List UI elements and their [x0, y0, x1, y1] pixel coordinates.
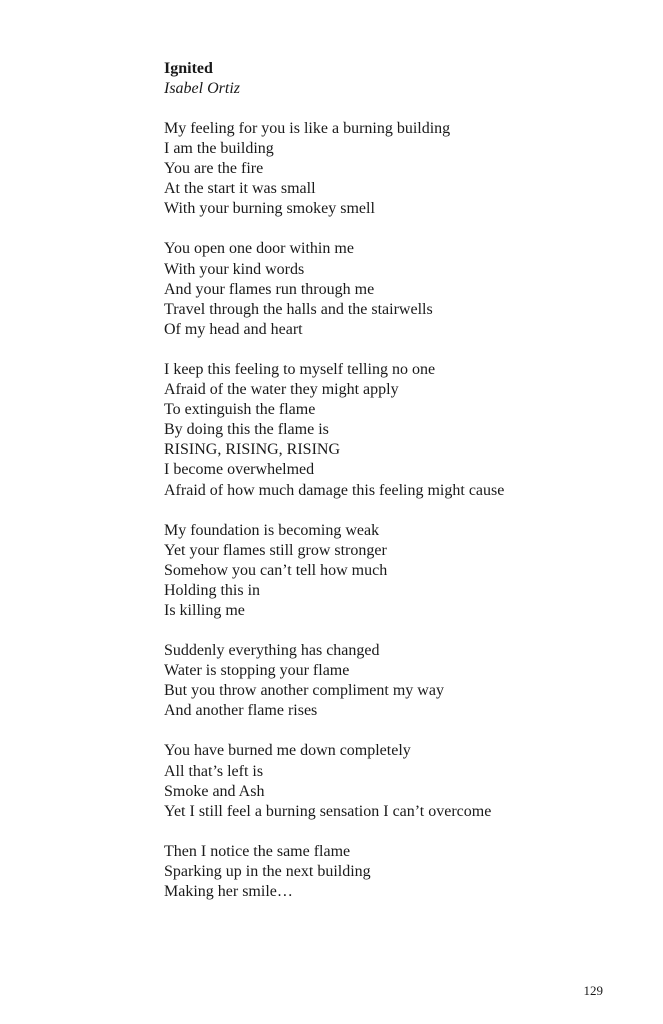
poem-line: All that’s left is [164, 762, 264, 780]
poem-line: My foundation is becoming weak [164, 521, 380, 539]
poem-title: Ignited [164, 60, 213, 77]
poem-line: I am the building [164, 140, 274, 158]
poem-line: Yet I still feel a burning sensation I can’t overcome [164, 802, 492, 820]
poem-line: Smoke and Ash [164, 782, 265, 800]
poem-line: You have burned me down completely [164, 742, 411, 760]
poem-line: Holding this in [164, 581, 261, 599]
poem-body [164, 119, 604, 902]
poem-line: With your kind words [164, 260, 305, 278]
poem-line: My feeling for you is like a burning building [164, 120, 451, 137]
poem-line: Water is stopping your flame [164, 662, 350, 680]
stanza [164, 119, 604, 219]
poem-line: Afraid of the water they might apply [164, 381, 399, 399]
stanza [164, 239, 604, 339]
poem-line: Afraid of how much damage this feeling might cause [164, 481, 505, 499]
poem-line: Somehow you can’t tell how much [164, 561, 388, 579]
poem-line: At the start it was small [164, 180, 316, 198]
poem [164, 59, 604, 902]
stanza [164, 641, 604, 721]
poem-line: Making her smile… [164, 883, 293, 900]
poem-line: With your burning smokey smell [164, 200, 375, 218]
poem-line: By doing this the flame is [164, 421, 329, 439]
poem-line: Then I notice the same flame [164, 842, 351, 860]
poem-line: I become overwhelmed [164, 461, 315, 479]
poem-line: To extinguish the flame [164, 401, 316, 419]
poem-line: And your flames run through me [164, 280, 375, 298]
poem-line: RISING, RISING, RISING [164, 441, 341, 459]
stanza [164, 842, 604, 902]
poem-line: But you throw another compliment my way [164, 682, 444, 700]
poem-author: Isabel Ortiz [164, 80, 240, 97]
stanza [164, 741, 604, 821]
poem-line: And another flame rises [164, 702, 318, 720]
poem-line: Of my head and heart [164, 320, 303, 338]
poem-line: You are the fire [164, 160, 264, 178]
poem-line: Sparking up in the next building [164, 862, 371, 880]
poem-line: Yet your flames still grow stronger [164, 541, 387, 559]
stanza [164, 521, 604, 621]
poem-line: Travel through the halls and the stairwells [164, 300, 433, 318]
poem-line: Is killing me [164, 601, 245, 619]
poem-line: You open one door within me [164, 240, 354, 258]
stanza [164, 360, 604, 501]
poem-line: I keep this feeling to myself telling no one [164, 360, 436, 378]
page-number: 129 [583, 983, 603, 998]
poem-line: Suddenly everything has changed [164, 642, 380, 660]
